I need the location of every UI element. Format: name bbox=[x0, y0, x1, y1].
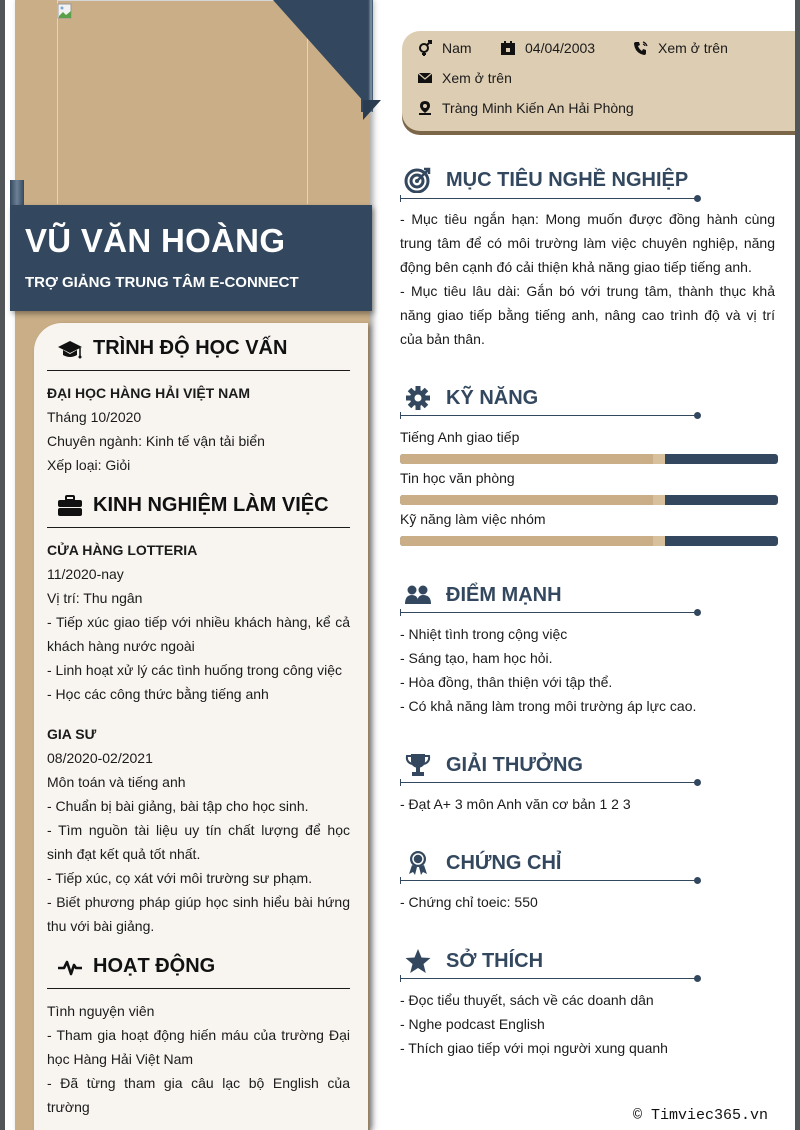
star-icon bbox=[404, 948, 432, 974]
activity-role: Tình nguyện viên bbox=[47, 1003, 155, 1019]
skill-bar bbox=[400, 495, 778, 505]
education-school: ĐẠI HỌC HÀNG HẢI VIỆT NAM bbox=[47, 385, 250, 401]
broken-image-icon bbox=[57, 3, 73, 19]
skill-bar-fill bbox=[400, 536, 664, 546]
divider bbox=[400, 880, 698, 881]
strength-item: - Có khả năng làm trong môi trường áp lực cao. bbox=[400, 698, 697, 714]
skill-label: Kỹ năng làm việc nhóm bbox=[400, 511, 546, 527]
section-heading-education: TRÌNH ĐỘ HỌC VẤN bbox=[57, 337, 287, 360]
skill-bar bbox=[400, 536, 778, 546]
job-company: CỬA HÀNG LOTTERIA bbox=[47, 542, 198, 558]
strength-item: - Hòa đồng, thân thiện với tập thể. bbox=[400, 674, 613, 690]
section-heading-hobbies: SỞ THÍCH bbox=[404, 948, 543, 974]
job-detail: - Tiếp xúc giao tiếp với nhiều khách hàng, kể cả khách hàng nước ngoài bbox=[47, 614, 350, 654]
strength-item: - Sáng tạo, ham học hỏi. bbox=[400, 650, 553, 666]
hobby-item: - Nghe podcast English bbox=[400, 1016, 545, 1032]
envelope-icon bbox=[417, 70, 433, 86]
job-company: GIA SƯ bbox=[47, 726, 97, 742]
divider bbox=[47, 370, 350, 371]
section-heading-strengths: ĐIỂM MẠNH bbox=[404, 582, 562, 608]
job-detail: - Biết phương pháp giúp học sinh hiểu bài hứng thu với bài giảng. bbox=[47, 894, 350, 934]
candidate-job-title: TRỢ GIẢNG TRUNG TÂM E-CONNECT bbox=[25, 274, 299, 291]
avatar-photo bbox=[57, 0, 308, 204]
viewer-scrollbar[interactable] bbox=[795, 0, 800, 1130]
briefcase-icon bbox=[57, 495, 83, 517]
skill-bar bbox=[400, 454, 778, 464]
divider bbox=[400, 782, 698, 783]
section-heading-certificates: CHỨNG CHỈ bbox=[404, 850, 561, 876]
gear-icon bbox=[404, 385, 432, 411]
certificate-item: - Chứng chỉ toeic: 550 bbox=[400, 894, 538, 910]
education-grade: Xếp loại: Giỏi bbox=[47, 457, 131, 473]
education-date: Tháng 10/2020 bbox=[47, 409, 142, 425]
objective-long-term: - Mục tiêu lâu dài: Gắn bó với trung tâm, thành thục khả năng giao tiếp bằng tiếng anh, nâng cao trình độ và vị trí của bản thân. bbox=[400, 283, 775, 347]
job-role: Môn toán và tiếng anh bbox=[47, 774, 186, 790]
award-ribbon-icon bbox=[404, 850, 432, 876]
section-heading-awards: GIẢI THƯỞNG bbox=[404, 752, 583, 778]
divider bbox=[400, 198, 698, 199]
job-detail: - Tìm nguồn tài liệu uy tín chất lượng để học sinh đạt kết quả tốt nhất. bbox=[47, 822, 350, 862]
contact-phone: Xem ở trên bbox=[633, 40, 728, 56]
education-major: Chuyên ngành: Kinh tế vận tải biển bbox=[47, 433, 265, 449]
section-heading-activities: HOẠT ĐỘNG bbox=[57, 955, 215, 978]
job-detail: - Chuẩn bị bài giảng, bài tập cho học sinh. bbox=[47, 798, 309, 814]
job-role: Vị trí: Thu ngân bbox=[47, 590, 143, 606]
gender-icon bbox=[417, 40, 433, 56]
contact-birthday: 04/04/2003 bbox=[500, 40, 595, 56]
divider bbox=[47, 527, 350, 528]
heartbeat-icon bbox=[57, 956, 83, 978]
job-detail: - Linh hoạt xử lý các tình huống trong công việc bbox=[47, 662, 342, 678]
contact-gender: Nam bbox=[417, 40, 472, 56]
skill-label: Tiếng Anh giao tiếp bbox=[400, 429, 520, 445]
hobby-item: - Thích giao tiếp với mọi người xung quanh bbox=[400, 1040, 668, 1056]
job-period: 08/2020-02/2021 bbox=[47, 750, 153, 766]
trophy-icon bbox=[404, 752, 432, 778]
skill-bar-marker bbox=[653, 495, 665, 505]
divider bbox=[47, 988, 350, 989]
contact-email: Xem ở trên bbox=[417, 70, 512, 86]
skill-bar-fill bbox=[400, 454, 664, 464]
job-detail: - Tiếp xúc, cọ xát với môi trường sư phạm. bbox=[47, 870, 313, 886]
objective-short-term: - Mục tiêu ngắn hạn: Mong muốn được đồng hành cùng trung tâm để có môi trường làm việc chuyên nghiệp, năng động bên cạnh đó cải thiện khả năng giao tiếp tiếng anh. bbox=[400, 211, 775, 275]
skill-label: Tin học văn phòng bbox=[400, 470, 515, 486]
divider bbox=[400, 415, 698, 416]
users-icon bbox=[404, 582, 432, 608]
activity-detail: - Tham gia hoạt động hiến máu của trường Đại học Hàng Hải Việt Nam bbox=[47, 1027, 350, 1067]
candidate-name: VŨ VĂN HOÀNG bbox=[25, 222, 286, 259]
graduation-cap-icon bbox=[57, 338, 83, 360]
divider bbox=[400, 612, 698, 613]
skill-bar-marker bbox=[653, 454, 665, 464]
cv-page bbox=[5, 0, 795, 1130]
section-heading-objective: MỤC TIÊU NGHỀ NGHIỆP bbox=[404, 167, 688, 193]
copyright-footer: © Timviec365.vn bbox=[632, 1107, 768, 1124]
award-item: - Đạt A+ 3 môn Anh văn cơ bản 1 2 3 bbox=[400, 796, 631, 812]
phone-icon bbox=[633, 40, 649, 56]
job-detail: - Học các công thức bằng tiếng anh bbox=[47, 686, 269, 702]
skill-bar-fill bbox=[400, 495, 664, 505]
map-pin-icon bbox=[417, 100, 433, 116]
corner-ribbon-decoration bbox=[273, 0, 381, 120]
skill-bar-marker bbox=[653, 536, 665, 546]
section-heading-skills: KỸ NĂNG bbox=[404, 385, 538, 411]
calendar-icon bbox=[500, 40, 516, 56]
divider bbox=[400, 978, 698, 979]
contact-address: Tràng Minh Kiến An Hải Phòng bbox=[417, 100, 634, 116]
strength-item: - Nhiệt tình trong cộng việc bbox=[400, 626, 568, 642]
section-heading-experience: KINH NGHIỆM LÀM VIỆC bbox=[57, 494, 329, 517]
activity-detail: - Đã từng tham gia câu lạc bộ English của trường bbox=[47, 1075, 350, 1115]
target-icon bbox=[404, 167, 432, 193]
hobby-item: - Đọc tiểu thuyết, sách về các doanh dân bbox=[400, 992, 654, 1008]
job-period: 11/2020-nay bbox=[47, 566, 124, 582]
